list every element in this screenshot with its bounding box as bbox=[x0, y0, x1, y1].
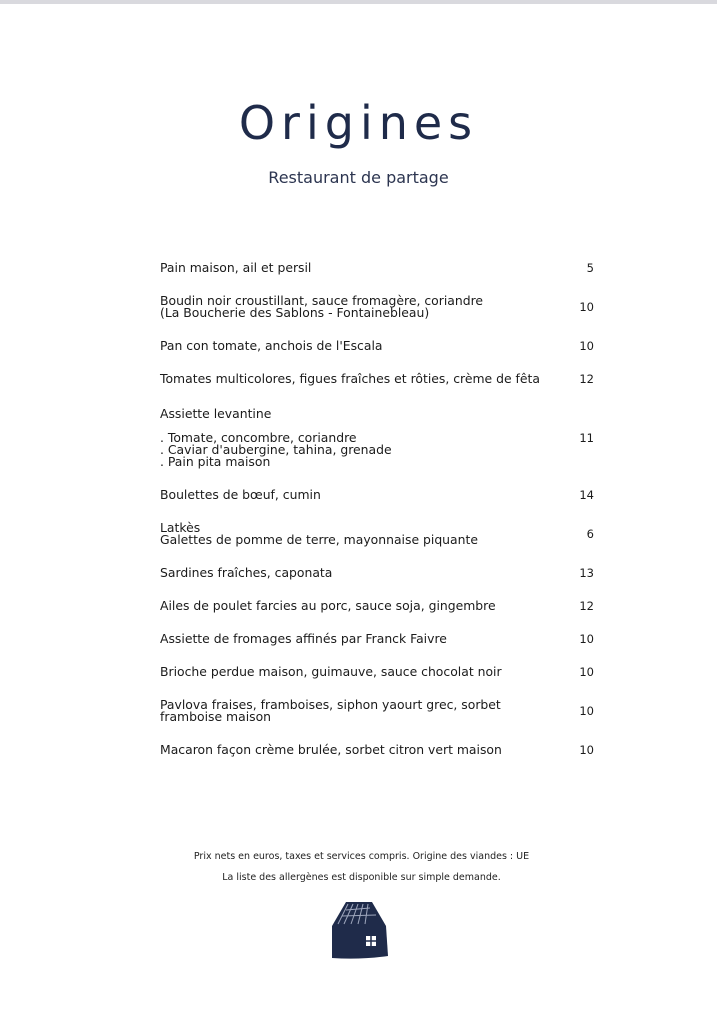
menu-item bbox=[160, 489, 594, 501]
menu-item-price: 5 bbox=[586, 261, 594, 275]
footer-prices-note: Prix nets en euros, taxes et services compris. Origine des viandes : UE bbox=[193, 851, 530, 862]
menu-item-name: Brioche perdue maison, guimauve, sauce chocolat noir bbox=[160, 664, 502, 679]
menu-item-name: Assiette de fromages affinés par Franck Faivre bbox=[160, 631, 447, 646]
menu-item bbox=[160, 262, 594, 274]
menu-group-title: Assiette levantine bbox=[160, 406, 272, 421]
menu-item bbox=[160, 699, 594, 723]
menu-item-price: 10 bbox=[579, 665, 594, 679]
menu-item bbox=[160, 744, 594, 756]
menu-item-name: Tomates multicolores, figues fraîches et rôties, crème de fêta bbox=[160, 371, 540, 386]
menu-item-name: Pan con tomate, anchois de l'Escala bbox=[160, 338, 383, 353]
menu-item-name: Ailes de poulet farcies au porc, sauce soja, gingembre bbox=[160, 598, 496, 613]
house-icon bbox=[326, 896, 392, 962]
menu-item bbox=[160, 600, 594, 612]
menu-item-price: 10 bbox=[579, 339, 594, 353]
menu-item-name: Boudin noir croustillant, sauce fromagère, coriandre (La Boucherie des Sablons - Fontainebleau) bbox=[160, 293, 484, 320]
menu-item-name: Boulettes de bœuf, cumin bbox=[160, 487, 321, 502]
menu-item bbox=[160, 340, 594, 352]
menu-item-name: Latkès Galettes de pomme de terre, mayonnaise piquante bbox=[160, 520, 478, 547]
menu-item-price: 11 bbox=[579, 431, 594, 445]
menu-item bbox=[160, 567, 594, 579]
menu-group-levantine bbox=[160, 406, 594, 468]
menu-item bbox=[160, 666, 594, 678]
menu-item-name: Pain maison, ail et persil bbox=[160, 260, 312, 275]
menu-item-price: 10 bbox=[579, 632, 594, 646]
menu-item-price: 13 bbox=[579, 566, 594, 580]
menu-item bbox=[160, 522, 594, 546]
page-subtitle: Restaurant de partage bbox=[268, 168, 449, 187]
menu-item-price: 10 bbox=[579, 743, 594, 757]
menu-item-name: Pavlova fraises, framboises, siphon yaourt grec, sorbet framboise maison bbox=[160, 697, 501, 724]
page-title: Origines bbox=[238, 96, 479, 150]
menu-list bbox=[160, 262, 594, 777]
menu-item-price: 12 bbox=[579, 372, 594, 386]
menu-item bbox=[160, 633, 594, 645]
menu-item-name: . Tomate, concombre, coriandre . Caviar d'aubergine, tahina, grenade . Pain pita maison bbox=[160, 430, 392, 469]
menu-item bbox=[160, 295, 594, 319]
menu-item bbox=[160, 373, 594, 385]
top-border bbox=[0, 0, 717, 4]
menu-item bbox=[160, 432, 594, 468]
footer-allergens-note: La liste des allergènes est disponible sur simple demande. bbox=[222, 872, 501, 883]
menu-item-price: 6 bbox=[586, 527, 594, 541]
menu-item-price: 12 bbox=[579, 599, 594, 613]
menu-item-price: 10 bbox=[579, 704, 594, 718]
menu-item-price: 14 bbox=[579, 488, 594, 502]
menu-item-price: 10 bbox=[579, 300, 594, 314]
menu-item-name: Macaron façon crème brulée, sorbet citron vert maison bbox=[160, 742, 502, 757]
menu-item-name: Sardines fraîches, caponata bbox=[160, 565, 333, 580]
